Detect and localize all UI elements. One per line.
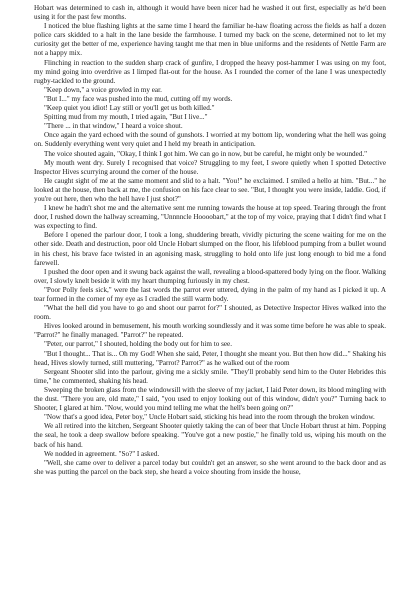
paragraph: "Poor Polly feels sick," were the last words the parrot ever uttered, dying in the palm of my hand as I picked it up. A tear formed in the corner of my eye as I cradled the still warm body.	[34, 285, 386, 303]
paragraph: Before I opened the parlour door, I took a long, shuddering breath, vividly picturing the scene waiting for me on the other side. Death and destruction, poor old Uncle Hobart slumped on the floor, his lifeblood pumping from a bullet wound in his chest, his brave face twisted in an agonising mask, struggling to hold onto life just long enough to bid me a fond farewell.	[34, 231, 386, 267]
paragraph: The voice shouted again, "Okay, I think I got him. We can go in now, but be careful, he might only be wounded."	[44, 149, 368, 158]
paragraph: My mouth went dry. Surely I recognised that voice? Struggling to my feet, I swore quietly when I spotted Detective Inspector Hives scurrying around the corner of the house.	[34, 158, 386, 176]
paragraph: "Now that's a good idea, Peter boy," Uncle Hobart said, sticking his head into the room through the broken window.	[44, 413, 375, 422]
paragraph: Hobart was determined to cash in, although it would have been nicer had he washed it out first, especially as he'd been using it for the past few months.	[34, 4, 386, 22]
paragraph: Flinching in reaction to the sudden sharp crack of gunfire, I dropped the heavy post-hammer I was using on my foot, my mind going into overdrive as I limped flat-out for the house. As I rounded the corner of the lane I was unexpectedly rugby-tackled to the ground.	[34, 58, 386, 85]
paragraph: I knew he hadn't shot me and the alternative sent me running towards the house at top speed. Tearing through the front door, I rushed down the hallway screaming, "Unnnncle Hoooobart," at the top of my voice, praying that I didn't find what I was expecting to find.	[34, 204, 386, 231]
paragraph: "What the hell did you have to go and shoot our parrot for?" I shouted, as Detective Inspector Hives walked into the room.	[34, 304, 386, 322]
paragraph: "But I thought... That is... Oh my God! When she said, Peter, I thought she meant you. But then how did..." Shaking his head, Hives slowly turned, still muttering, "Parrot? Parrot?" as he walked out of the room	[34, 349, 386, 367]
paragraph: "Keep quiet you idiot! Lay still or you'll get us both killed."	[44, 104, 215, 113]
paragraph: "Peter, our parrot," I shouted, holding the body out for him to see.	[44, 340, 232, 349]
paragraph: Spitting mud from my mouth, I tried again, "But I live..."	[44, 113, 208, 122]
paragraph: Sweeping the broken glass from the windowsill with the sleeve of my jacket, I laid Peter down, its blood mingling with the dust. "There you are, old mate," I said, "you used to enjoy looking out of this window, didn't you?" Turning back to Shooter, I glared at him. "Now, would you mind telling me what the hell's been going on?"	[34, 385, 386, 413]
paragraph: We all retired into the kitchen, Sergeant Shooter quietly taking the can of beer that Uncle Hobart thrust at him. Popping the seal, he took a deep swallow before speaking. "You've got a new postie," he finally told us, wiping his mouth on the back of his hand.	[34, 422, 386, 449]
paragraph: Hives looked around in bemusement, his mouth working soundlessly and it was some time before he was able to speak. "Parrot?" he finally managed. "Parrot?" he repeated.	[34, 322, 386, 340]
paragraph: Once again the yard echoed with the sound of gunshots. I worried at my bottom lip, wondering what the hell was going on. Suddenly everything went very quiet and I held my breath in anticipation.	[34, 131, 386, 149]
paragraph: I noticed the blue flashing lights at the same time I heard the familiar he-haw floating across the fields as half a dozen police cars skidded to a halt in the lane beside the farmhouse. I turned my back on the scene, determined not to let my curiosity get the better of me, experience having taught me that men in blue uniforms and the residents of Nettle Farm are not a happy mix.	[34, 22, 386, 58]
paragraph: Sergeant Shooter slid into the parlour, giving me a sickly smile. "They'll probably send him to the Outer Hebrides this time," he commented, shaking his head.	[34, 367, 386, 385]
paragraph: "There ... in that window," I heard a voice shout.	[44, 122, 183, 131]
paragraph: We nodded in agreement. "So?" I asked.	[44, 449, 160, 458]
paragraph: "Keep down," a voice growled in my ear.	[44, 85, 162, 94]
paragraph: "But I..." my face was pushed into the mud, cutting off my words.	[44, 94, 233, 103]
paragraph: He caught sight of me at the same moment and slid to a halt. "You!" he exclaimed. I smiled a hello at him. "But..." he looked at the house, then back at me, the confusion on his face clear to see. "But, I thought you were inside, laddie. God, if you're out here, then who the hell have I just shot?"	[34, 176, 386, 203]
paragraph: "Well, she came over to deliver a parcel today but couldn't get an answer, so she went around to the back door and as she was putting the parcel on the back step, she heard a voice shouting from inside the house,	[34, 458, 386, 476]
paragraph: I pushed the door open and it swung back against the wall, revealing a blood-spattered body lying on the floor. Walking over, I slowly knelt beside it with my heart thumping furiously in my chest.	[34, 267, 386, 285]
